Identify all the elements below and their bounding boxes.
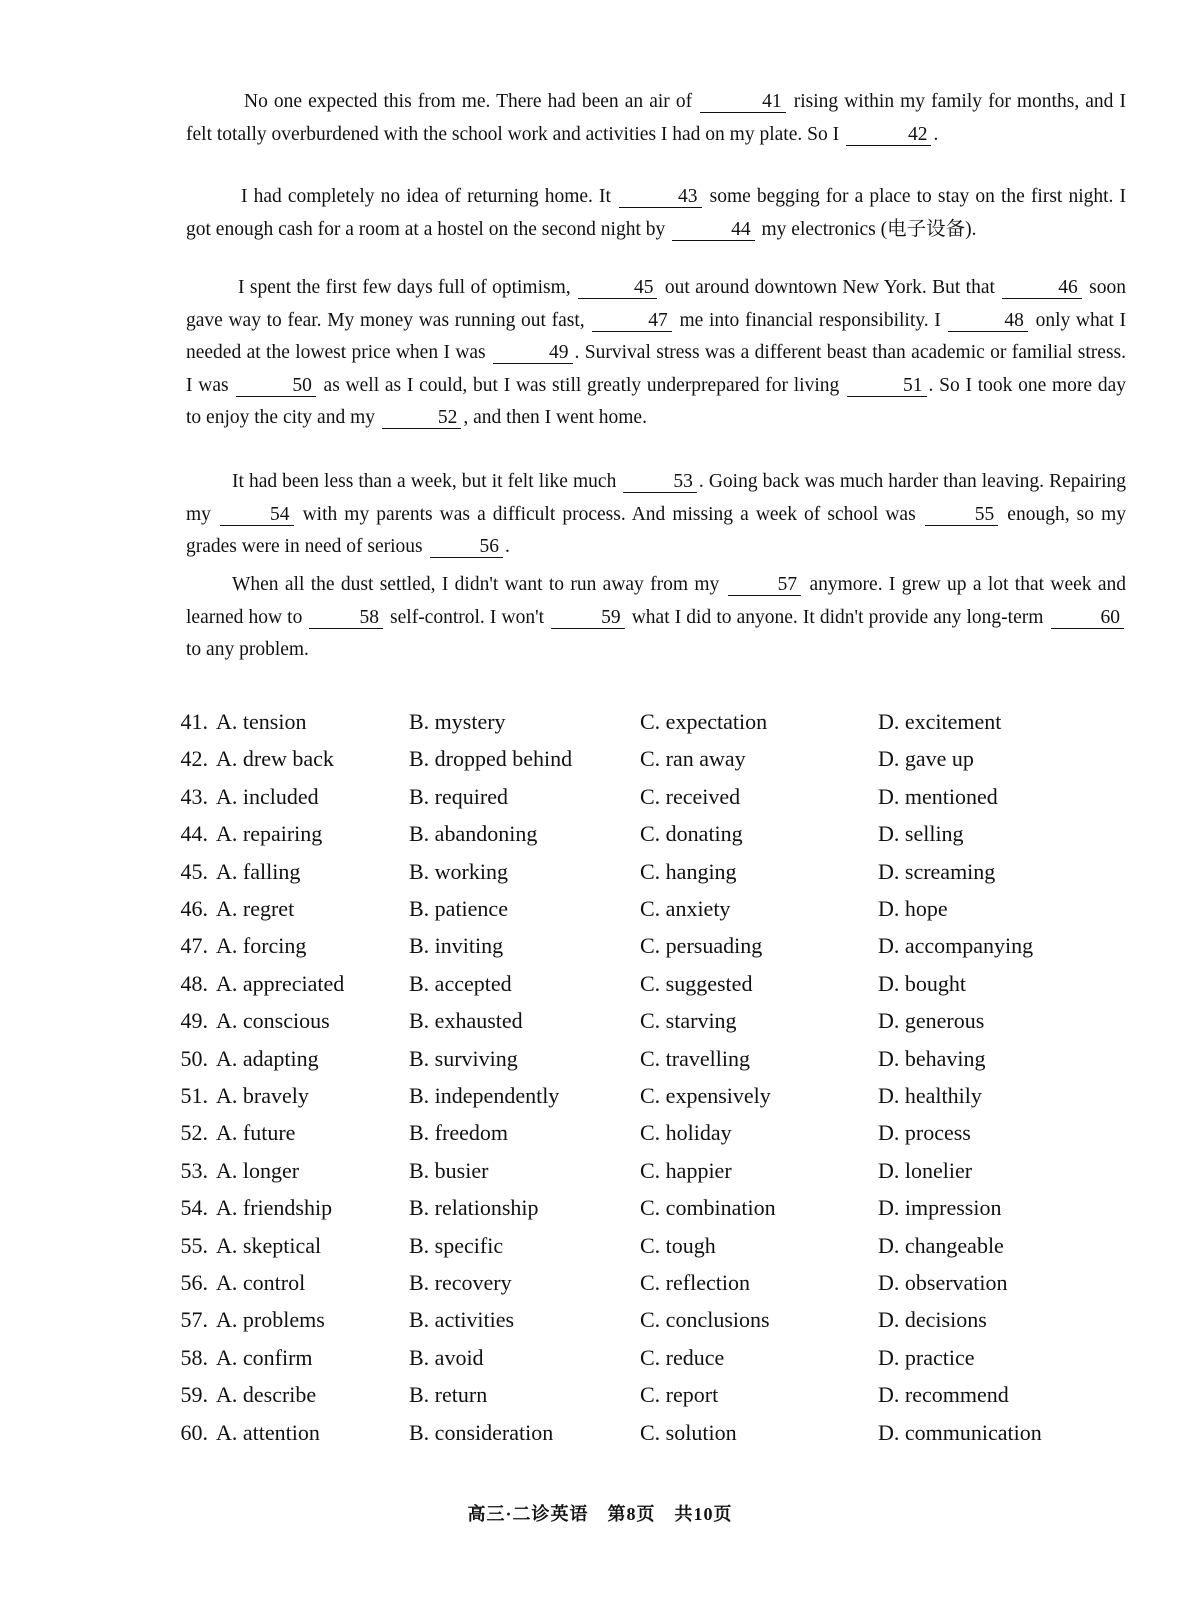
- passage-text: I had completely no idea of returning home. It: [241, 186, 618, 207]
- option-d-49: D. generous: [878, 1008, 985, 1034]
- option-c-47: C. persuading: [640, 933, 763, 959]
- option-b-42: B. dropped behind: [409, 746, 573, 772]
- option-b-57: B. activities: [409, 1307, 515, 1333]
- option-c-46: C. anxiety: [640, 896, 731, 921]
- question-number: 55.: [180, 1232, 208, 1258]
- option-a-48: A. appreciated: [216, 970, 345, 996]
- option-c-55: C. tough: [640, 1232, 716, 1258]
- blank-43: 43: [619, 187, 702, 208]
- paragraph: [186, 181, 1126, 246]
- option-c-54: C. combination: [640, 1195, 776, 1221]
- option-b-48: B. accepted: [409, 970, 512, 996]
- passage-text: my electronics (电子设备).: [756, 218, 977, 240]
- option-a-58: A. confirm: [216, 1344, 313, 1370]
- option-c-51: C. expensively: [640, 1083, 771, 1108]
- passage-text: some begging for a place to stay on the first night. I got enough cash for a room at a hostel on the second night by: [186, 186, 1127, 240]
- blank-58: 58: [309, 608, 383, 629]
- option-a-60: A. attention: [216, 1419, 320, 1445]
- option-b-53: B. busier: [409, 1157, 489, 1183]
- blank-49: 49: [493, 343, 573, 364]
- question-number: 41.: [180, 709, 208, 734]
- passage-text: me into financial responsibility. I: [673, 309, 947, 331]
- passage-text: with my parents was a difficult process. And missing a week of school was: [295, 503, 923, 525]
- passage-text: .: [933, 123, 939, 145]
- question-number: 42.: [180, 746, 208, 772]
- question-number: 50.: [180, 1045, 208, 1071]
- option-b-55: B. specific: [409, 1232, 504, 1258]
- question-number: 59.: [180, 1382, 208, 1408]
- question-number: 58.: [180, 1344, 208, 1370]
- blank-55: 55: [925, 505, 999, 526]
- option-d-58: D. practice: [878, 1344, 975, 1370]
- option-b-52: B. freedom: [409, 1120, 508, 1146]
- blank-48: 48: [948, 311, 1028, 332]
- option-b-59: B. return: [409, 1382, 488, 1408]
- option-d-48: D. bought: [878, 970, 966, 996]
- option-d-57: D. decisions: [878, 1307, 987, 1333]
- option-c-50: C. travelling: [640, 1045, 750, 1071]
- option-d-50: D. behaving: [878, 1045, 986, 1071]
- option-d-47: D. accompanying: [878, 933, 1034, 959]
- option-d-55: D. changeable: [878, 1232, 1004, 1258]
- question-number: 57.: [180, 1307, 208, 1333]
- option-d-44: D. selling: [878, 821, 964, 847]
- passage-text: , and then I went home.: [463, 407, 647, 428]
- question-number: 52.: [180, 1120, 208, 1146]
- passage-text: as well as I could, but I was still greatly underprepared for living: [317, 374, 845, 396]
- question-number: 53.: [180, 1157, 208, 1183]
- option-c-53: C. happier: [640, 1157, 732, 1183]
- blank-60: 60: [1051, 608, 1125, 629]
- option-c-42: C. ran away: [640, 746, 746, 772]
- option-a-44: A. repairing: [216, 821, 323, 847]
- option-d-54: D. impression: [878, 1195, 1002, 1221]
- question-number: 60.: [180, 1419, 208, 1445]
- option-c-43: C. received: [640, 783, 741, 809]
- option-a-46: A. regret: [216, 896, 295, 921]
- blank-51: 51: [847, 376, 927, 397]
- option-c-58: C. reduce: [640, 1344, 725, 1370]
- option-a-42: A. drew back: [216, 746, 334, 772]
- option-b-47: B. inviting: [409, 933, 504, 959]
- question-number: 56.: [180, 1270, 208, 1295]
- option-b-45: B. working: [409, 858, 508, 884]
- option-d-52: D. process: [878, 1120, 971, 1146]
- option-a-45: A. falling: [216, 858, 301, 884]
- option-c-49: C. starving: [640, 1008, 737, 1034]
- option-d-42: D. gave up: [878, 746, 974, 772]
- question-number: 46.: [180, 896, 208, 921]
- paragraph: [186, 569, 1126, 667]
- option-c-41: C. expectation: [640, 709, 768, 734]
- page-footer: 高三·二诊英语 第8页 共10页: [467, 1504, 733, 1524]
- question-number: 47.: [180, 933, 208, 959]
- option-c-56: C. reflection: [640, 1270, 750, 1295]
- passage-text: soon gave way to fear. My money was running out fast,: [186, 277, 1126, 331]
- passage-text: rising within my family for months, and I felt totally overburdened with the school work and activities I had on my plate. So I: [186, 91, 1126, 145]
- question-number: 49.: [180, 1008, 208, 1034]
- passage-text: It had been less than a week, but it felt like much: [232, 471, 622, 492]
- option-b-46: B. patience: [409, 896, 508, 921]
- option-a-57: A. problems: [216, 1307, 325, 1333]
- paragraph: [186, 86, 1126, 151]
- blank-52: 52: [382, 408, 462, 429]
- blank-53: 53: [623, 472, 697, 493]
- question-number: 44.: [180, 821, 208, 847]
- option-b-60: B. consideration: [409, 1419, 554, 1445]
- option-c-52: C. holiday: [640, 1120, 732, 1146]
- blank-59: 59: [551, 608, 625, 629]
- passage-text: No one expected this from me. There had been an air of: [244, 91, 699, 112]
- option-d-51: D. healthily: [878, 1083, 982, 1108]
- passage-text: anymore. I grew up a lot that week and learned how to: [186, 574, 1127, 628]
- option-c-57: C. conclusions: [640, 1307, 770, 1333]
- blank-42: 42: [846, 125, 932, 146]
- passage-text: to any problem.: [186, 639, 309, 660]
- option-a-43: A. included: [216, 783, 319, 809]
- paragraph: [186, 466, 1126, 564]
- passage-text: . So I took one more day to enjoy the city and my: [186, 374, 1126, 428]
- option-b-58: B. avoid: [409, 1344, 484, 1370]
- option-a-49: A. conscious: [216, 1008, 330, 1034]
- question-number: 45.: [180, 858, 208, 884]
- blank-45: 45: [578, 278, 658, 299]
- blank-47: 47: [592, 311, 672, 332]
- passage-text: what I did to anyone. It didn't provide any long-term: [626, 606, 1049, 628]
- question-number: 51.: [180, 1083, 208, 1108]
- option-a-59: A. describe: [216, 1382, 317, 1408]
- passage-text: enough, so my grades were in need of serious: [186, 503, 1126, 557]
- passage-text: .: [505, 536, 510, 557]
- option-a-50: A. adapting: [216, 1045, 319, 1071]
- option-a-55: A. skeptical: [216, 1232, 322, 1258]
- option-b-56: B. recovery: [409, 1270, 512, 1295]
- option-a-52: A. future: [216, 1120, 296, 1146]
- option-a-56: A. control: [216, 1270, 306, 1295]
- passage-text: only what I needed at the lowest price when I was: [186, 309, 1126, 363]
- option-d-43: D. mentioned: [878, 783, 998, 809]
- option-d-59: D. recommend: [878, 1382, 1009, 1408]
- option-b-51: B. independently: [409, 1083, 560, 1108]
- blank-44: 44: [672, 220, 755, 241]
- question-number: 48.: [180, 970, 208, 996]
- blank-56: 56: [430, 537, 504, 558]
- passage-text: self-control. I won't: [384, 606, 550, 628]
- blank-50: 50: [236, 376, 316, 397]
- passage-text: out around downtown New York. But that: [659, 277, 1001, 298]
- option-c-44: C. donating: [640, 821, 743, 847]
- blank-54: 54: [220, 505, 294, 526]
- option-d-46: D. hope: [878, 896, 948, 921]
- option-a-41: A. tension: [216, 709, 307, 734]
- question-number: 54.: [180, 1195, 208, 1221]
- option-b-43: B. required: [409, 783, 508, 809]
- option-d-53: D. lonelier: [878, 1157, 973, 1183]
- option-b-49: B. exhausted: [409, 1008, 523, 1034]
- option-d-56: D. observation: [878, 1270, 1008, 1295]
- option-a-53: A. longer: [216, 1157, 300, 1183]
- option-a-54: A. friendship: [216, 1195, 333, 1221]
- option-d-41: D. excitement: [878, 709, 1002, 734]
- option-b-50: B. surviving: [409, 1045, 518, 1071]
- option-d-60: D. communication: [878, 1419, 1042, 1445]
- question-number: 43.: [180, 783, 208, 809]
- option-a-47: A. forcing: [216, 933, 307, 959]
- option-b-44: B. abandoning: [409, 821, 538, 847]
- blank-41: 41: [700, 92, 786, 113]
- option-c-59: C. report: [640, 1382, 719, 1408]
- paragraph: [186, 272, 1126, 435]
- option-a-51: A. bravely: [216, 1083, 309, 1108]
- passage-text: When all the dust settled, I didn't want to run away from my: [232, 574, 726, 595]
- blank-57: 57: [728, 575, 802, 596]
- passage-text: . Going back was much harder than leaving. Repairing my: [186, 471, 1126, 525]
- option-c-48: C. suggested: [640, 970, 753, 996]
- blank-46: 46: [1002, 278, 1082, 299]
- option-b-54: B. relationship: [409, 1195, 539, 1221]
- passage-text: . Survival stress was a different beast than academic or familial stress. I was: [186, 342, 1126, 396]
- passage-text: I spent the first few days full of optimism,: [238, 277, 576, 298]
- option-c-60: C. solution: [640, 1419, 737, 1445]
- option-b-41: B. mystery: [409, 709, 506, 734]
- option-d-45: D. screaming: [878, 858, 996, 884]
- option-c-45: C. hanging: [640, 858, 737, 884]
